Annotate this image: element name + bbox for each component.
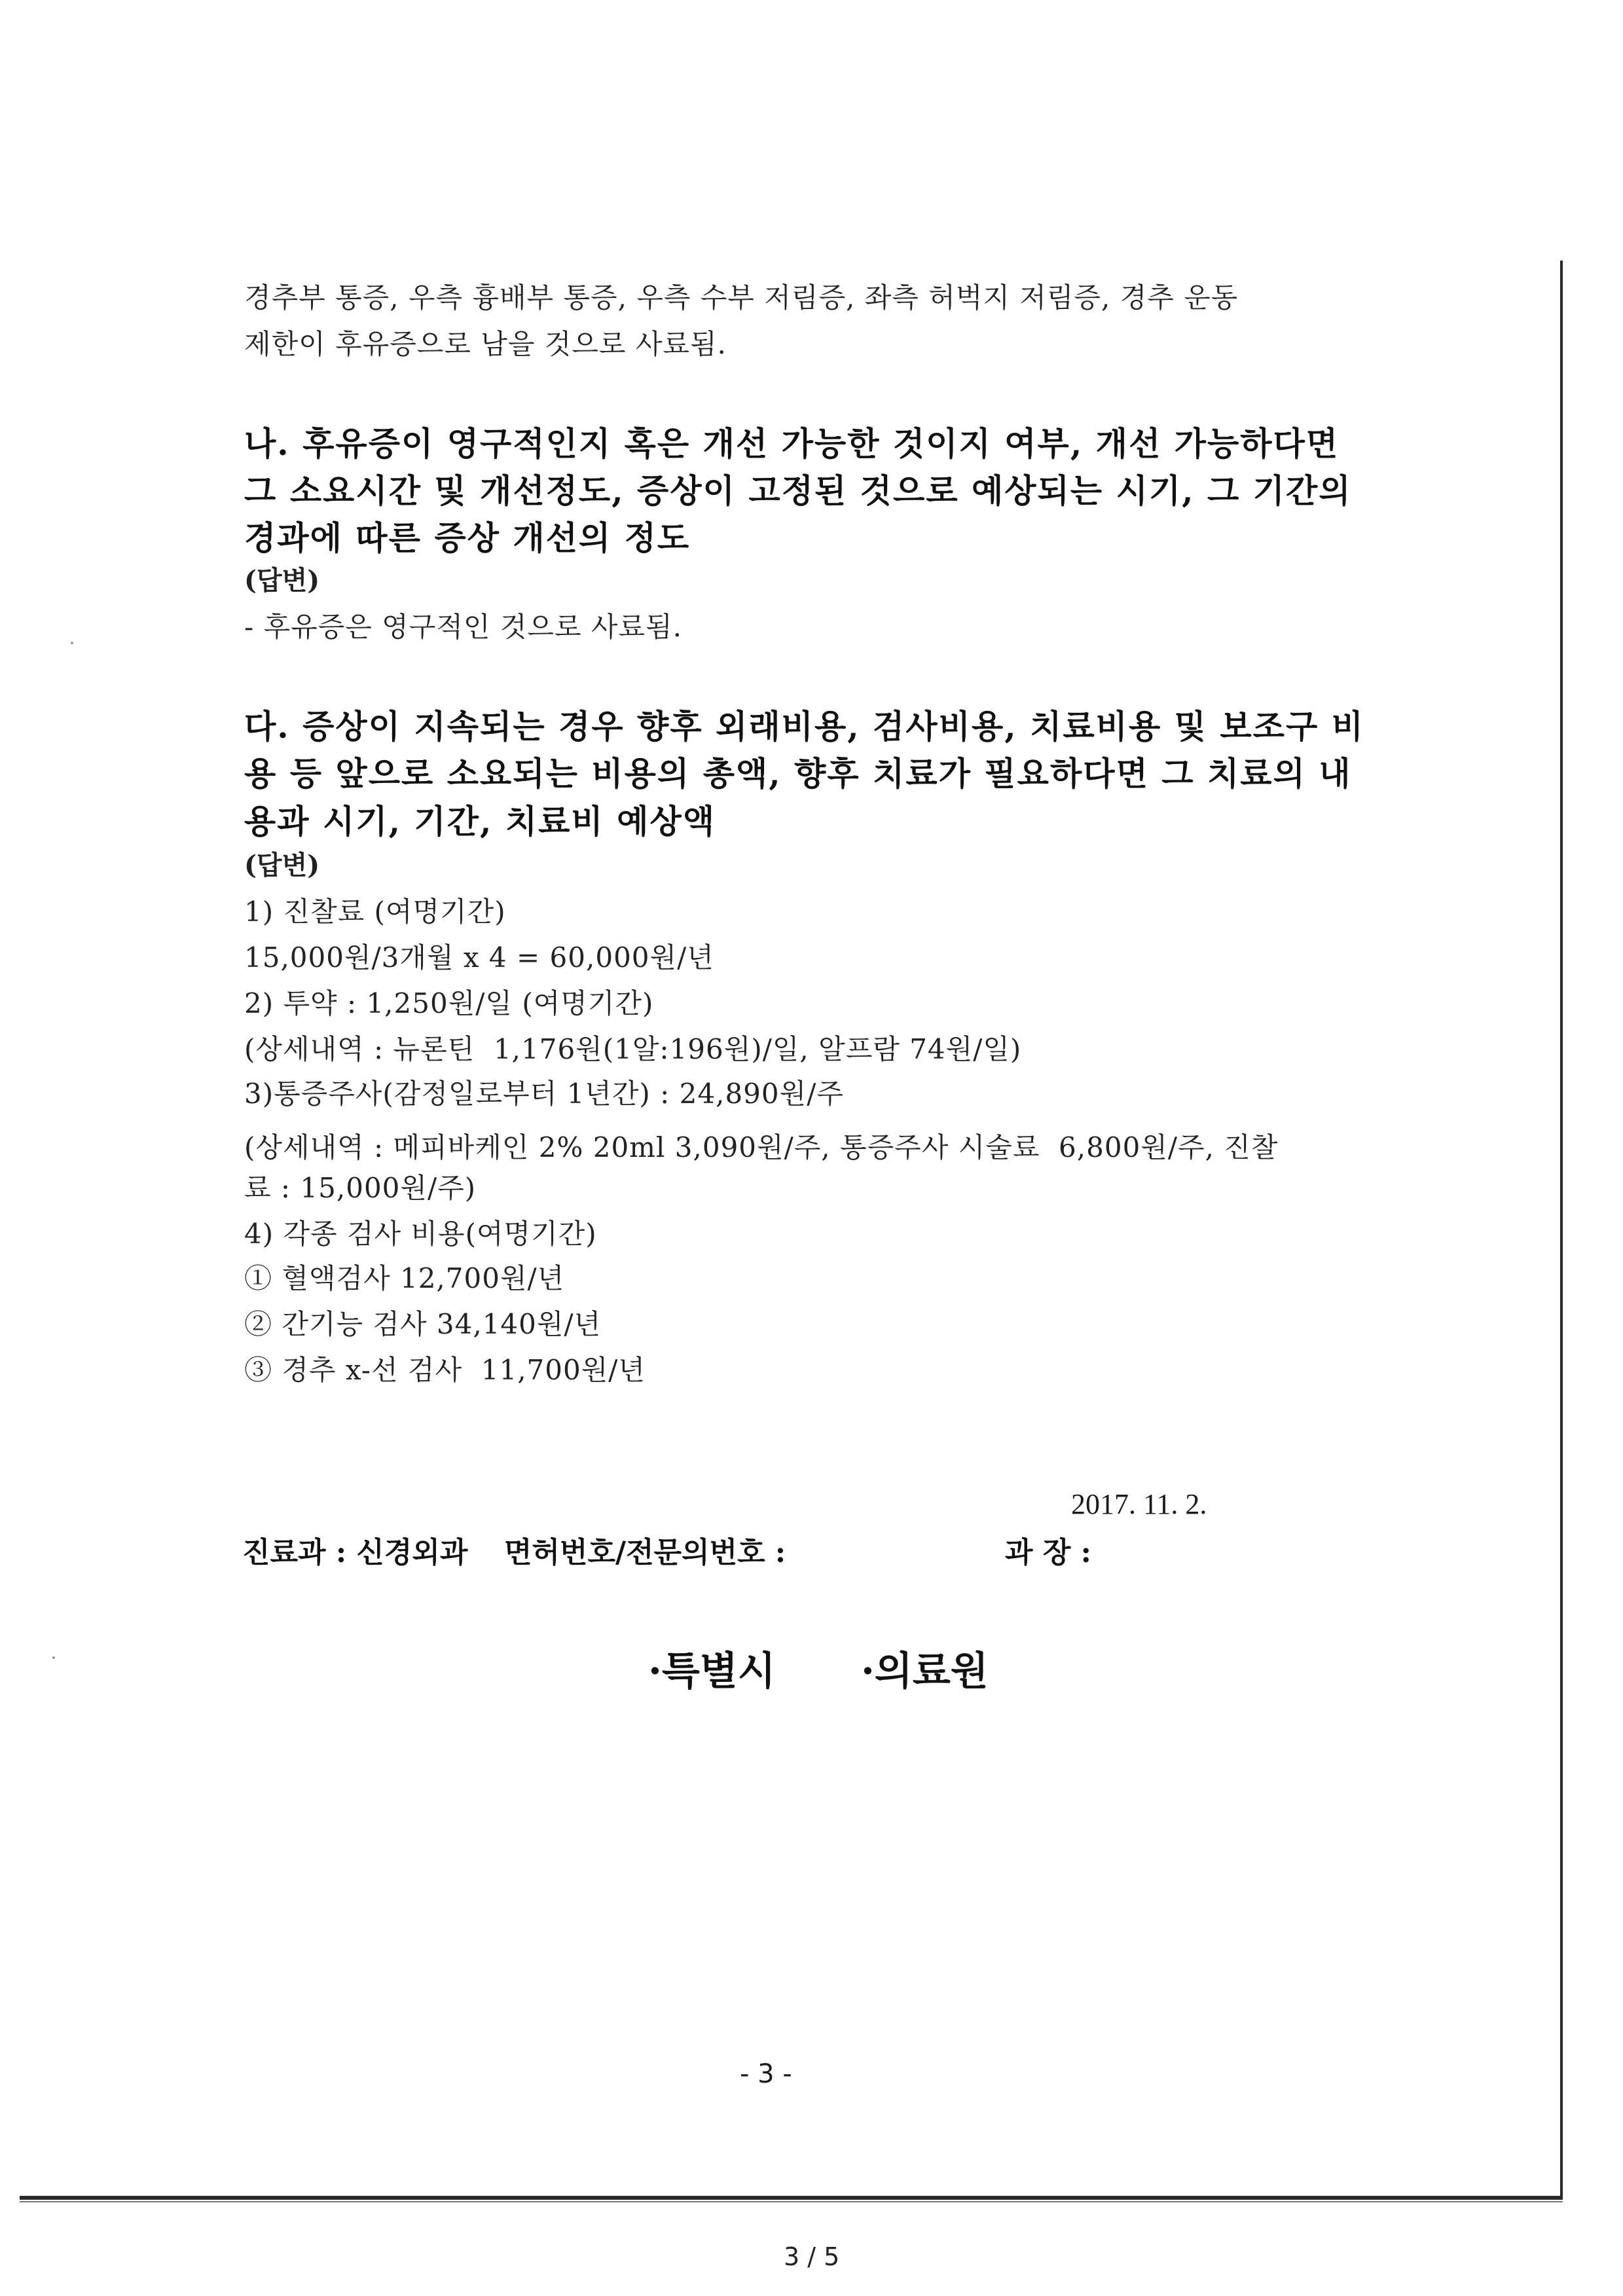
page-right-border (1560, 261, 1563, 2198)
chief-label: 과 장 : (1005, 1536, 1091, 1569)
answer-label: (답변) (244, 850, 320, 881)
text-line: 1) 진찰료 (여명기간) (244, 896, 506, 928)
question-heading: 그 소요시간 및 개선정도, 증상이 고정된 것으로 예상되는 시기, 그 기간의 (244, 471, 1352, 510)
question-heading: 용 등 앞으로 소요되는 비용의 총액, 향후 치료가 필요하다면 그 치료의 내 (244, 754, 1352, 793)
text-line: ① 혈액검사 12,700원/년 (244, 1262, 565, 1294)
page-bottom-border-thin (20, 2201, 1563, 2202)
page-counter: 3 / 5 (784, 2242, 840, 2271)
hospital-city: ·특별시 (648, 1649, 776, 1694)
license-number-label: 면허번호/전문의번호 : (504, 1536, 786, 1569)
issue-date: 2017. 11. 2. (1071, 1488, 1207, 1520)
scan-speck (52, 1656, 55, 1659)
text-line: 경추부 통증, 우측 흉배부 통증, 우측 수부 저림증, 좌측 허벅지 저림증, 경추 운동 (244, 282, 1239, 314)
question-heading: 용과 시기, 기간, 치료비 예상액 (244, 802, 716, 841)
text-line: (상세내역 : 뉴론틴 1,176원(1알:196원)/일, 알프람 74원/일) (244, 1033, 1022, 1065)
text-line: ③ 경추 x-선 검사 11,700원/년 (244, 1354, 646, 1386)
text-line: 4) 각종 검사 비용(여명기간) (244, 1218, 597, 1250)
question-heading: 다. 증상이 지속되는 경우 향후 외래비용, 검사비용, 치료비용 및 보조구 비 (244, 707, 1364, 746)
department-label: 진료과 : 신경외과 (242, 1536, 468, 1569)
question-heading: 나. 후유증이 영구적인지 혹은 개선 가능한 것이지 여부, 개선 가능하다면 (244, 424, 1340, 463)
page-number: - 3 - (740, 2059, 792, 2089)
text-line: ② 간기능 검사 34,140원/년 (244, 1308, 602, 1340)
text-line: 2) 투약 : 1,250원/일 (여명기간) (244, 987, 654, 1019)
answer-label: (답변) (244, 565, 320, 596)
question-heading: 경과에 따른 증상 개선의 정도 (244, 519, 691, 557)
text-line: 제한이 후유증으로 남을 것으로 사료됨. (244, 328, 727, 360)
text-line: 료 : 15,000원/주) (244, 1172, 477, 1204)
text-line: 3)통증주사(감정일로부터 1년간) : 24,890원/주 (244, 1078, 844, 1110)
scan-speck (71, 642, 73, 644)
hospital-name: ·의료원 (861, 1649, 989, 1694)
text-line: - 후유증은 영구적인 것으로 사료됨. (244, 611, 682, 643)
page-bottom-border (20, 2196, 1563, 2200)
text-line: (상세내역 : 메피바케인 2% 20ml 3,090원/주, 통증주사 시술료 6,800원/주, 진찰 (244, 1131, 1279, 1163)
text-line: 15,000원/3개월 x 4 = 60,000원/년 (244, 941, 714, 974)
